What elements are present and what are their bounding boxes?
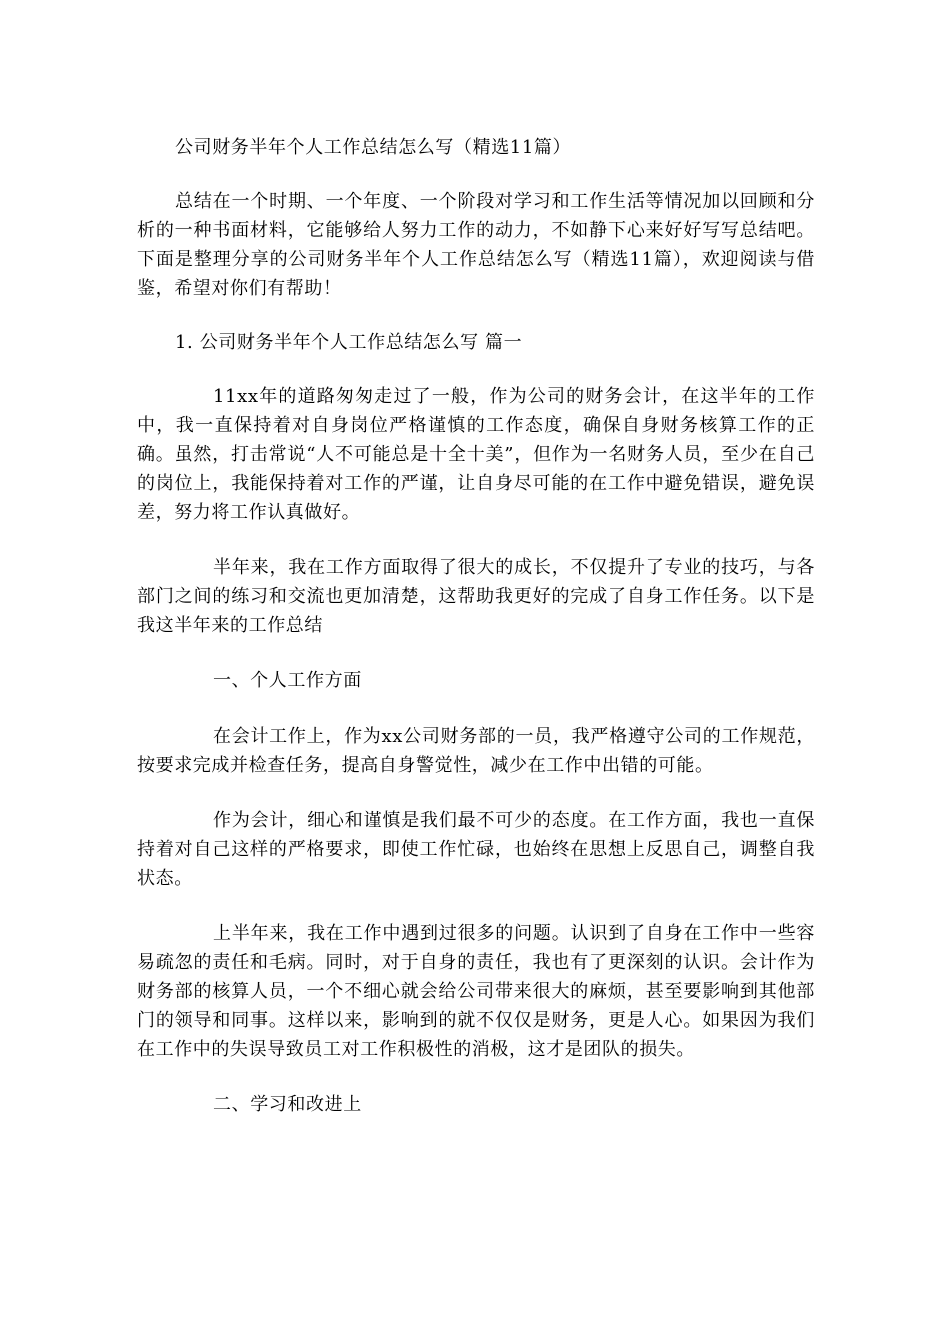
document-title: 公司财务半年个人工作总结怎么写（精选11篇） xyxy=(175,137,572,158)
subsection-heading: 一、个人工作方面 xyxy=(213,670,362,691)
section-heading: 1. 公司财务半年个人工作总结怎么写 篇一 xyxy=(175,332,523,353)
body-paragraph: 11xx年的道路匆匆走过了一般，作为公司的财务会计，在这半年的工作中，我一直保持着对自身岗位严格谨慎的工作态度，确保自身财务核算工作的正确。虽然，打击常说“人不可能总是十全十美”，但作为一名财务人员，至少在自己的岗位上，我能保持着对工作的严谨，让自身尽可能的在工作中避免错误，避免误差，努力将工作认真做好。 xyxy=(137,386,815,523)
subsection-heading: 二、学习和改进上 xyxy=(213,1094,362,1115)
intro-paragraph: 总结在一个时期、一个年度、一个阶段对学习和工作生活等情况加以回顾和分析的一种书面材料，它能够给人努力工作的动力，不如静下心来好好写写总结吧。下面是整理分享的公司财务半年个人工作总结怎么写（精选11篇），欢迎阅读与借鉴，希望对你们有帮助！ xyxy=(137,191,815,299)
document-body xyxy=(137,133,815,1119)
body-paragraph: 上半年来，我在工作中遇到过很多的问题。认识到了自身在工作中一些容易疏忽的责任和毛病。同时，对于自身的责任，我也有了更深刻的认识。会计作为财务部的核算人员，一个不细心就会给公司带来很大的麻烦，甚至要影响到其他部门的领导和同事。这样以来，影响到的就不仅仅是财务，更是人心。如果因为我们在工作中的失误导致员工对工作积极性的消极，这才是团队的损失。 xyxy=(137,923,815,1060)
body-paragraph: 在会计工作上，作为xx公司财务部的一员，我严格遵守公司的工作规范，按要求完成并检查任务，提高自身警觉性，减少在工作中出错的可能。 xyxy=(137,726,815,776)
body-paragraph: 作为会计，细心和谨慎是我们最不可少的态度。在工作方面，我也一直保持着对自己这样的严格要求，即使工作忙碌，也始终在思想上反思自己，调整自我状态。 xyxy=(137,810,815,889)
body-paragraph: 半年来，我在工作方面取得了很大的成长，不仅提升了专业的技巧，与各部门之间的练习和交流也更加清楚，这帮助我更好的完成了自身工作任务。以下是我这半年来的工作总结 xyxy=(137,557,815,636)
